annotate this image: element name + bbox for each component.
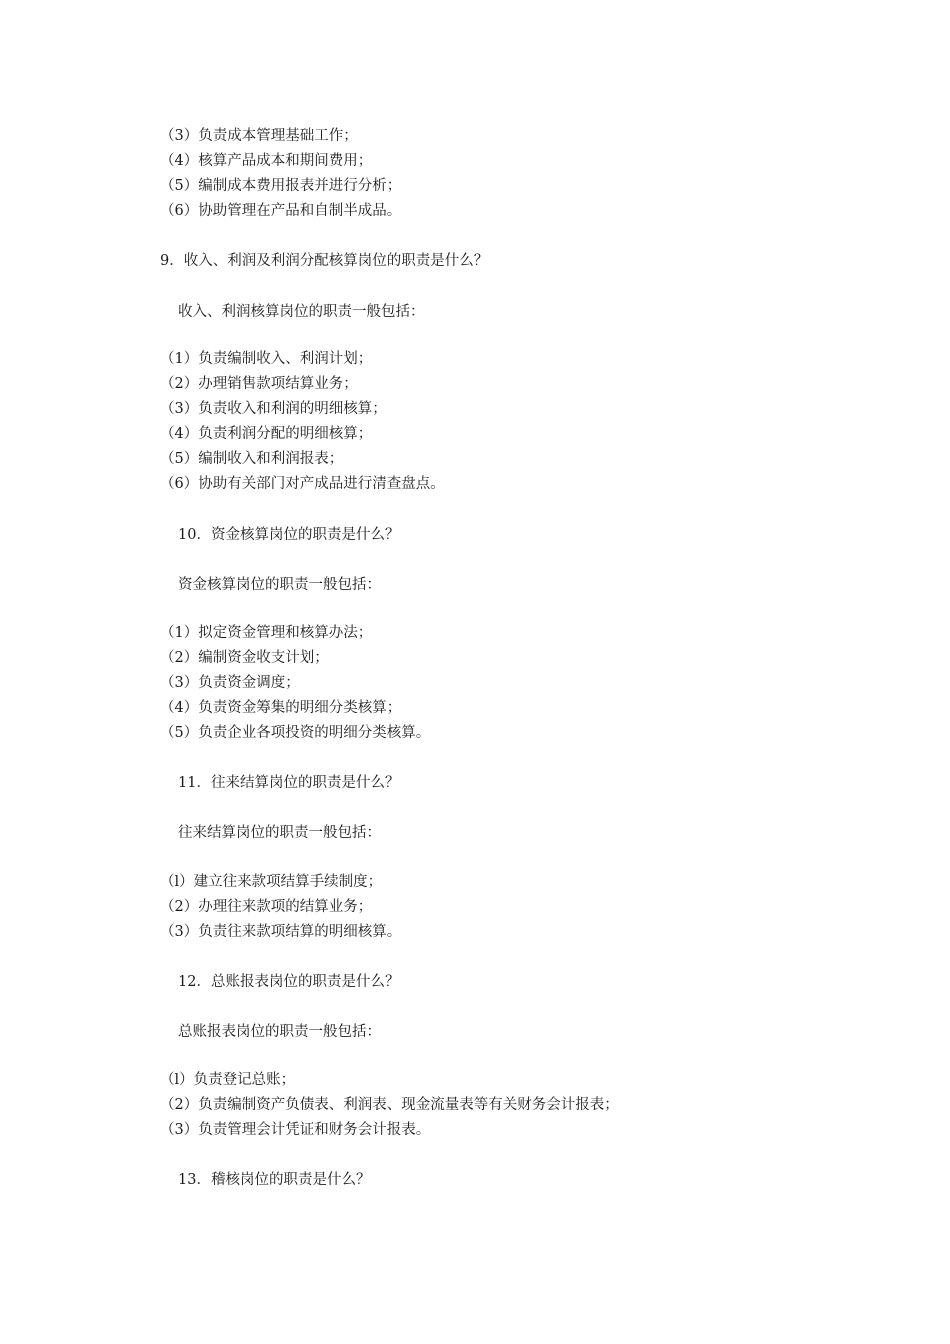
list-item: （6）协助管理在产品和自制半成品。 [160, 203, 402, 219]
list-item: （4）负责资金筹集的明细分类核算； [160, 700, 402, 716]
intro-text: 往来结算岗位的职责一般包括： [178, 825, 381, 841]
question-heading: 9．收入、利润及利润分配核算岗位的职责是什么？ [160, 253, 489, 269]
question-heading: 11．往来结算岗位的职责是什么？ [178, 775, 400, 791]
list-item: （l）负责登记总账； [160, 1072, 296, 1088]
list-item: （1）负责编制收入、利润计划； [160, 351, 373, 367]
question-heading: 12．总账报表岗位的职责是什么？ [178, 974, 400, 990]
list-item: （l）建立往来款项结算手续制度； [160, 874, 383, 890]
list-item: （5）负责企业各项投资的明细分类核算。 [160, 725, 431, 741]
list-item: （2）办理往来款项的结算业务； [160, 899, 373, 915]
list-item: （3）负责往来款项结算的明细核算。 [160, 924, 402, 940]
list-item: （1）拟定资金管理和核算办法； [160, 625, 373, 641]
intro-text: 资金核算岗位的职责一般包括： [178, 577, 381, 593]
list-item: （4）负责利润分配的明细核算； [160, 426, 373, 442]
list-item: （6）协助有关部门对产成品进行清查盘点。 [160, 476, 445, 492]
question-heading: 10．资金核算岗位的职责是什么？ [178, 527, 400, 543]
list-item: （3）负责管理会计凭证和财务会计报表。 [160, 1122, 431, 1138]
list-item: （5）编制收入和利润报表； [160, 451, 344, 467]
intro-text: 收入、利润核算岗位的职责一般包括： [178, 304, 425, 320]
list-item: （3）负责收入和利润的明细核算； [160, 401, 387, 417]
question-heading: 13．稽核岗位的职责是什么？ [178, 1172, 371, 1188]
list-item: （4）核算产品成本和期间费用； [160, 153, 373, 169]
list-item: （2）编制资金收支计划； [160, 650, 329, 666]
intro-text: 总账报表岗位的职责一般包括： [178, 1024, 381, 1040]
list-item: （3）负责资金调度； [160, 675, 300, 691]
list-item: （3）负责成本管理基础工作； [160, 128, 358, 144]
list-item: （2）办理销售款项结算业务； [160, 376, 358, 392]
list-item: （5）编制成本费用报表并进行分析； [160, 178, 402, 194]
list-item: （2）负责编制资产负债表、利润表、现金流量表等有关财务会计报表； [160, 1097, 619, 1113]
